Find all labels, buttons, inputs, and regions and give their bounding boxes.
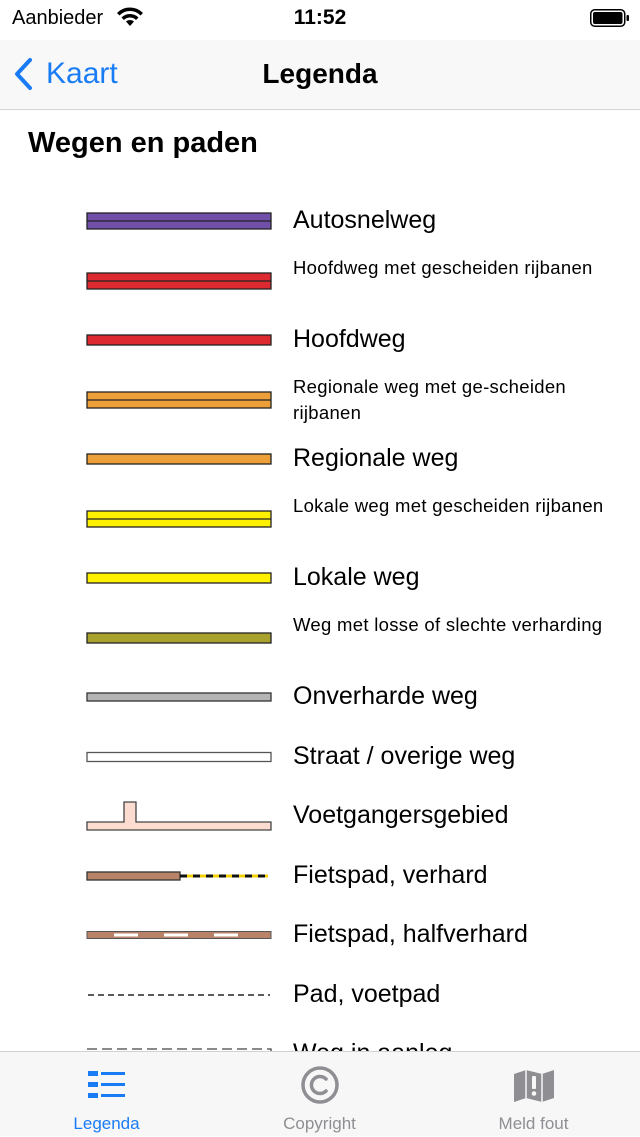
- legend-label: Pad, voetpad: [293, 980, 441, 1008]
- motorway-symbol: [86, 201, 272, 241]
- status-bar: [0, 0, 640, 40]
- legend-item-autosnelweg: [0, 191, 640, 251]
- paved-cycle-path-symbol: [86, 856, 272, 896]
- page-title: Legenda: [262, 58, 378, 89]
- legend-item-lokale-gescheiden: [0, 489, 640, 549]
- legend-label: Fietspad, verhard: [293, 861, 488, 889]
- legend-item-regionale-weg: [0, 429, 640, 489]
- pedestrian-area-symbol: [86, 796, 272, 836]
- legend-item-regionale-gescheiden: [0, 370, 640, 430]
- local-road-symbol: [86, 558, 272, 598]
- legend-label: Regionale weg met ge-scheiden rijbanen: [293, 376, 567, 423]
- legend-label: Lokale weg: [293, 563, 420, 591]
- legend-item-straat: [0, 727, 640, 787]
- legend-item-hoofdweg: [0, 310, 640, 370]
- carrier-name: Aanbieder: [12, 7, 104, 29]
- legend-label: Onverharde weg: [293, 682, 478, 710]
- legend-item-onverharde-weg: [0, 667, 640, 727]
- tab-copyright[interactable]: [213, 1052, 426, 1137]
- legend-item-slechte-verharding: [0, 608, 640, 668]
- legend-label: Hoofdweg: [293, 325, 406, 353]
- legend-content[interactable]: [0, 111, 640, 1051]
- street-symbol: [86, 737, 272, 777]
- legend-label: Lokale weg met gescheiden rijbanen: [293, 495, 604, 516]
- divided-regional-road-symbol: [86, 380, 272, 420]
- unpaved-road-symbol: [86, 677, 272, 717]
- tab-legenda[interactable]: [0, 1052, 213, 1137]
- legend-label: Straat / overige weg: [293, 742, 516, 770]
- main-road-symbol: [86, 320, 272, 360]
- divided-local-road-symbol: [86, 499, 272, 539]
- copyright-icon: [297, 1064, 343, 1110]
- tab-label: Legenda: [73, 1114, 140, 1133]
- legend-label: Hoofdweg met gescheiden rijbanen: [293, 257, 593, 278]
- legend-item-pad-voetpad: [0, 965, 640, 1025]
- navigation-bar: [0, 40, 640, 110]
- legend-label: Regionale weg: [293, 444, 459, 472]
- battery-icon: [590, 9, 630, 27]
- legend-label: Weg met losse of slechte verharding: [293, 614, 603, 635]
- poor-surface-road-symbol: [86, 618, 272, 658]
- legend-item-voetgangersgebied: [0, 786, 640, 846]
- footpath-symbol: [86, 975, 272, 1015]
- tab-label: Copyright: [283, 1114, 356, 1133]
- legend-item-fietspad-halfverhard: [0, 905, 640, 965]
- list-icon: [84, 1064, 130, 1110]
- legend-label: Fietspad, halfverhard: [293, 920, 528, 948]
- section-title: Wegen en paden: [28, 127, 258, 159]
- tab-bar: [0, 1051, 640, 1136]
- status-time: 11:52: [293, 6, 347, 29]
- legend-label: Voetgangersgebied: [293, 801, 509, 829]
- tab-label: Meld fout: [498, 1114, 569, 1133]
- divided-main-road-symbol: [86, 261, 272, 301]
- map-alert-icon: [511, 1064, 557, 1110]
- legend-item-hoofdweg-gescheiden: [0, 251, 640, 311]
- tab-meld-fout[interactable]: [427, 1052, 640, 1137]
- regional-road-symbol: [86, 439, 272, 479]
- semi-paved-cycle-path-symbol: [86, 915, 272, 955]
- back-button-label: Kaart: [46, 57, 118, 90]
- legend-item-fietspad-verhard: [0, 846, 640, 906]
- legend-label: Autosnelweg: [293, 206, 437, 234]
- legend-item-lokale-weg: [0, 548, 640, 608]
